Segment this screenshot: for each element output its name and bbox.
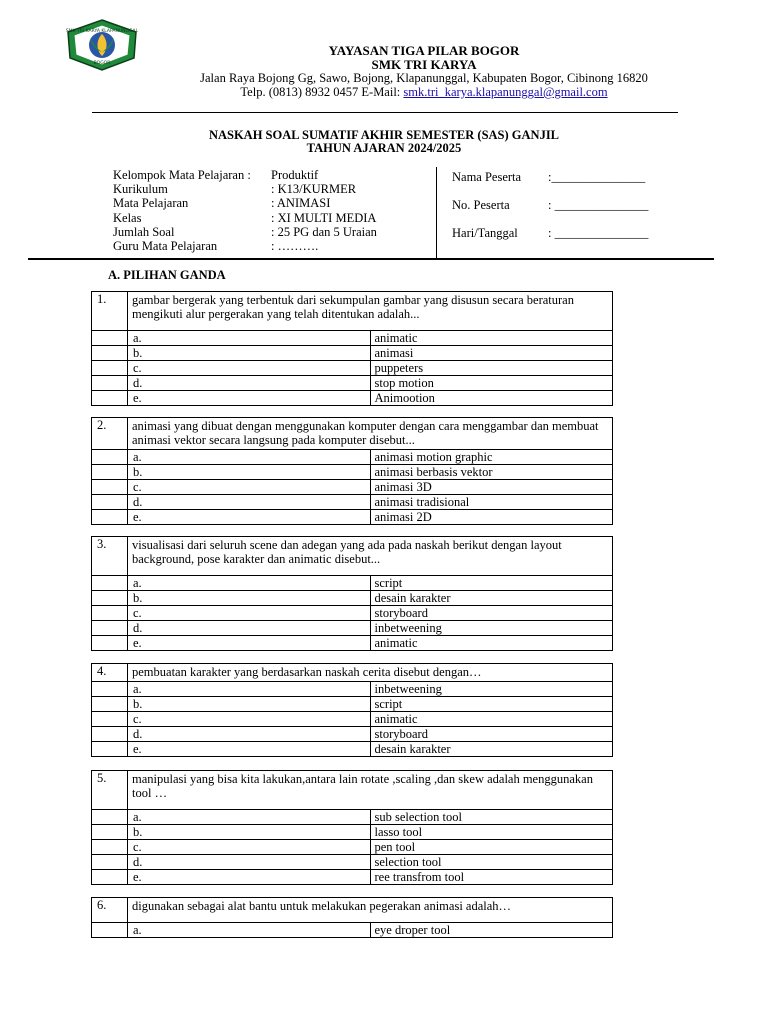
question-number: 3. bbox=[92, 537, 128, 576]
option-row[interactable]: d. selection tool bbox=[92, 855, 613, 870]
option-row[interactable]: b. animasi bbox=[92, 346, 613, 361]
option-row[interactable]: a. script bbox=[92, 576, 613, 591]
question-text: gambar bergerak yang terbentuk dari sekumpulan gambar yang disusun secara beraturan mengikuti alur pergerakan yang telah ditentukan adalah... bbox=[128, 292, 613, 331]
question-number: 4. bbox=[92, 664, 128, 682]
question-text: digunakan sebagai alat bantu untuk melakukan pegerakan animasi adalah… bbox=[128, 898, 613, 923]
option-row[interactable]: a. eye droper tool bbox=[92, 923, 613, 938]
option-row[interactable]: e. ree transfrom tool bbox=[92, 870, 613, 885]
school-address: Jalan Raya Bojong Gg, Sawo, Bojong, Klapanunggal, Kabupaten Bogor, Cibinong 16820 bbox=[200, 71, 648, 85]
question-table bbox=[91, 291, 613, 406]
svg-text:BOGOR: BOGOR bbox=[93, 61, 111, 66]
date-field[interactable]: Hari/Tanggal : _______________ bbox=[452, 226, 649, 240]
option-row[interactable]: c. animasi 3D bbox=[92, 480, 613, 495]
option-row[interactable]: d. storyboard bbox=[92, 727, 613, 742]
question-table bbox=[91, 897, 613, 938]
academic-year: TAHUN AJARAN 2024/2025 bbox=[306, 141, 462, 155]
info-row: Kelompok Mata Pelajaran : Produktif bbox=[113, 168, 319, 182]
info-bottom-divider bbox=[28, 258, 714, 260]
question-text: visualisasi dari seluruh scene dan adegan yang ada pada naskah berikut dengan layout background, pose karakter dan animatic disebut... bbox=[128, 537, 613, 576]
option-row[interactable]: a. animatic bbox=[92, 331, 613, 346]
question-table bbox=[91, 770, 613, 885]
option-row[interactable]: e. desain karakter bbox=[92, 742, 613, 757]
svg-text:SMK TRI KARYA KLAPANUNGGAL: SMK TRI KARYA KLAPANUNGGAL bbox=[66, 29, 138, 34]
participant-name-field[interactable]: Nama Peserta :_______________ bbox=[452, 170, 646, 184]
option-row[interactable]: b. animasi berbasis vektor bbox=[92, 465, 613, 480]
info-row: Kurikulum : K13/KURMER bbox=[113, 182, 357, 197]
question-number: 1. bbox=[92, 292, 128, 331]
question-table bbox=[91, 536, 613, 651]
phone-text: Telp. (0813) 8932 0457 E-Mail: bbox=[240, 85, 404, 99]
option-row[interactable]: e. animatic bbox=[92, 636, 613, 651]
option-row[interactable]: b. desain karakter bbox=[92, 591, 613, 606]
option-row[interactable]: a. inbetweening bbox=[92, 682, 613, 697]
info-divider bbox=[436, 167, 437, 259]
section-title: A. PILIHAN GANDA bbox=[108, 268, 226, 282]
email-link[interactable]: smk.tri_karya.klapanunggal@gmail.com bbox=[403, 85, 608, 99]
question-text: manipulasi yang bisa kita lakukan,antara lain rotate ,scaling ,dan skew adalah menggunakan tool … bbox=[128, 771, 613, 810]
question-number: 6. bbox=[92, 898, 128, 923]
option-row[interactable]: c. storyboard bbox=[92, 606, 613, 621]
option-row[interactable]: b. script bbox=[92, 697, 613, 712]
option-row[interactable]: e. Animootion bbox=[92, 391, 613, 406]
question-table bbox=[91, 663, 613, 757]
option-row[interactable]: d. stop motion bbox=[92, 376, 613, 391]
question-text: animasi yang dibuat dengan menggunakan komputer dengan cara menggambar dan membuat animasi vektor secara langsung pada komputer disebut... bbox=[128, 418, 613, 450]
option-row[interactable]: d. animasi tradisional bbox=[92, 495, 613, 510]
school-contact bbox=[40, 85, 768, 100]
info-row: Mata Pelajaran : ANIMASI bbox=[113, 196, 331, 211]
question-text: pembuatan karakter yang berdasarkan naskah cerita disebut dengan… bbox=[128, 664, 613, 682]
participant-number-field[interactable]: No. Peserta : _______________ bbox=[452, 198, 649, 212]
option-row[interactable]: b. lasso tool bbox=[92, 825, 613, 840]
question-number: 2. bbox=[92, 418, 128, 450]
option-row[interactable]: c. animatic bbox=[92, 712, 613, 727]
info-row: Guru Mata Pelajaran : ………. bbox=[113, 239, 319, 254]
organization-name: YAYASAN TIGA PILAR BOGOR bbox=[328, 43, 520, 58]
exam-title: NASKAH SOAL SUMATIF AKHIR SEMESTER (SAS) GANJIL bbox=[208, 128, 560, 142]
school-name: SMK TRI KARYA bbox=[371, 57, 477, 72]
info-row: Kelas : XI MULTI MEDIA bbox=[113, 210, 377, 225]
option-row[interactable]: c. pen tool bbox=[92, 840, 613, 855]
option-row[interactable]: c. puppeters bbox=[92, 361, 613, 376]
option-row[interactable]: d. inbetweening bbox=[92, 621, 613, 636]
option-row[interactable]: a. sub selection tool bbox=[92, 810, 613, 825]
info-row: Jumlah Soal : 25 PG dan 5 Uraian bbox=[113, 224, 377, 239]
question-number: 5. bbox=[92, 771, 128, 810]
option-row[interactable]: a. animasi motion graphic bbox=[92, 450, 613, 465]
option-row[interactable]: e. animasi 2D bbox=[92, 510, 613, 525]
question-table bbox=[91, 417, 613, 525]
subject-info bbox=[113, 168, 377, 253]
header-divider bbox=[92, 112, 678, 113]
